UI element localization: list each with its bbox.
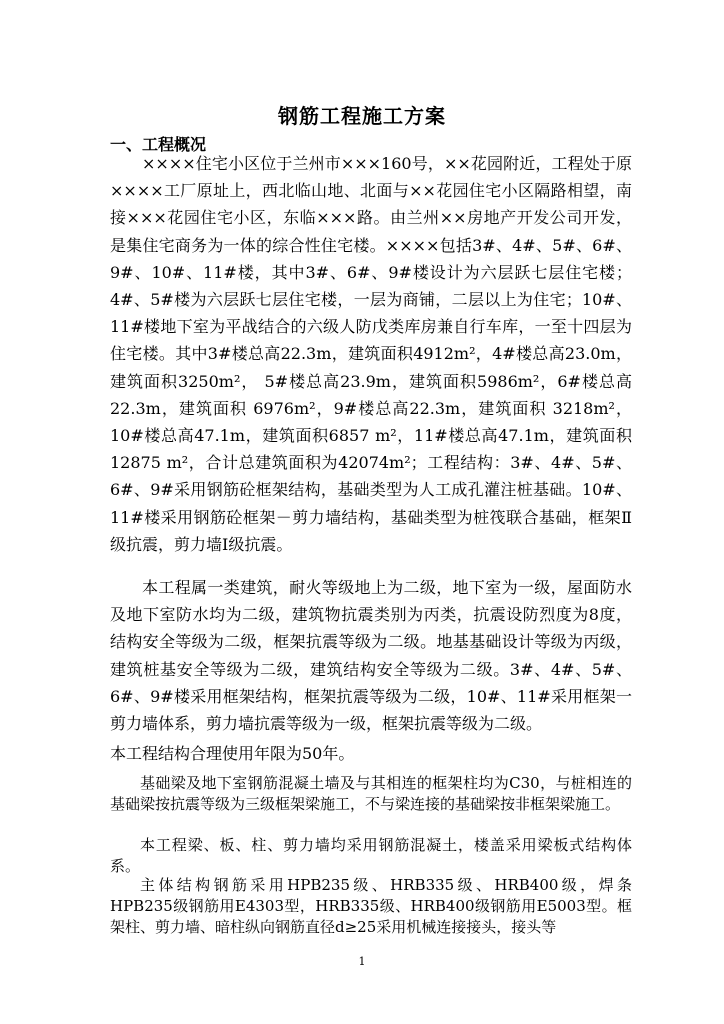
paragraph-foundation-beams: 基础梁及地下室钢筋混凝土墙及与其相连的框架柱均为C30，与桩相连的基础梁按抗震等级为三级框架梁施工，不与梁连接的基础梁按非框架梁施工。: [110, 774, 632, 813]
paragraph-overview: ××××住宅小区位于兰州市×××160号，××花园附近，工程处于原××××工厂原址上，西北临山地、北面与××花园住宅小区隔路相望，南接×××花园住宅小区，东临×××路。由兰州××房地产开发公司开发，是集住宅商务为一体的综合性住宅楼。××××包括3#、4#、5#、6#、9#、10#、11#楼，其中3#、6#、9#楼设计为六层跃七层住宅楼； 4#、5#楼为六层跃七层住宅楼，一层为商铺，二层以上为住宅；10#、11#楼地下室为平战结合的六级人防戊类库房兼自行车库，一至十四层为住宅楼。其中3#楼总高22.3m，建筑面积4912m²，4#楼总高23.0m，建筑面积3250m²， 5#楼总高23.9m，建筑面积5986m²，6#楼总高22.3m，建筑面积 6976m²，9#楼总高22.3m，建筑面积 3218m²，10#楼总高47.1m，建筑面积6857 m²，11#楼总高47.1m，建筑面积12875 m²，合计总建筑面积为42074m²；工程结构：3#、4#、5#、6#、9#采用钢筋砼框架结构，基础类型为人工成孔灌注桩基础。10#、11#楼采用钢筋砼框架－剪力墙结构，基础类型为桩筏联合基础，框架Ⅱ级抗震，剪力墙Ⅰ级抗震。: [110, 154, 632, 554]
paragraph-structure-system: 本工程梁、板、柱、剪力墙均采用钢筋混凝土，楼盖采用梁板式结构体系。: [110, 836, 632, 875]
paragraph-classification: 本工程属一类建筑，耐火等级地上为二级，地下室为一级，屋面防水及地下室防水均为二级，建筑物抗震类别为丙类，抗震设防烈度为8度，结构安全等级为二级，框架抗震等级为二级。地基基础设计等级为丙级，建筑桩基安全等级为二级，建筑结构安全等级为二级。3#、4#、5#、6#、9#楼采用框架结构，框架抗震等级为二级，10#、11#采用框架一剪力墙体系，剪力墙抗震等级为一级，框架抗震等级为二级。: [110, 578, 632, 734]
paragraph-rebar: 主体结构钢筋采用HPB235级、HRB335级、HRB400级，焊条HPB235级钢筋用E4303型，HRB335级、HRB400级钢筋用E5003型。框架柱、剪力墙、暗柱纵向钢筋直径d≥25采用机械连接接头，接头等: [110, 876, 632, 936]
paragraph-service-life: 本工程结构合理使用年限为50年。: [110, 744, 355, 763]
document-title: 钢筋工程施工方案: [278, 104, 446, 128]
page-number: 1: [358, 955, 366, 968]
section-heading: 一、工程概况: [110, 135, 207, 154]
